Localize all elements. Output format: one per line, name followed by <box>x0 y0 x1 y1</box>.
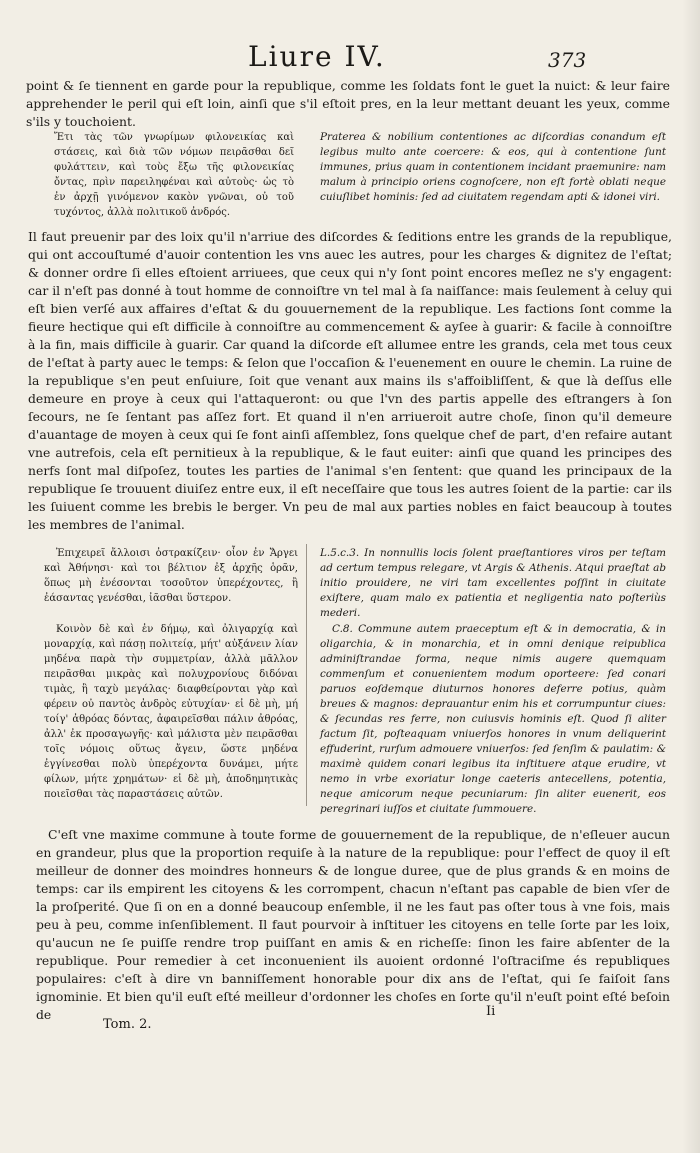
intro-paragraph: point & ſe tiennent en garde pour la republique, comme les ſoldats font le guet la nuict: & leur faire apprehender le peril qui eſt loin, ainſi que s'il eſtoit pres, en la leur mettant deuant les yeux, comme s'ils y touchoient. <box>26 78 670 129</box>
running-head <box>0 38 700 78</box>
page-edge-shadow <box>682 0 700 1153</box>
greek-quotation-2a: Ἐπιχειρεῖ ἄλλοισι ὀστρακίζειν· οἷον ἐν Ἄργει καὶ Ἀθήνησι· καὶ τοι βέλτιον ἐξ ἀρχῆς ὁρᾶν, ὅπως μὴ ἐνέσονται τοσοῦτον ὑπερέχοντες, ἢ ἐάσαντας γενέσθαι, ἰᾶσθαι ὕστερον. <box>44 548 298 604</box>
book-title: Liure IV. <box>248 40 386 73</box>
greek-quotation-1: Ἔτι τὰς τῶν γνωρίμων φιλονεικίας καὶ στάσεις, καὶ διὰ τῶν νόμων πειρᾶσθαι δεῖ φυλάττειν, καὶ τοὺς ἔξω τῆς φιλονεικίας ὄντας, πρὶν παρειληφέναι καὶ αὐτοὺς· ὡς τὸ ἐν ἀρχῇ γινόμενον κακὸν γνῶναι, οὐ τοῦ τυχόντος, ἀλλὰ πολιτικοῦ ἀνδρός. <box>54 132 294 218</box>
greek-quotation-2b: Κοινὸν δὲ καὶ ἐν δήμῳ, καὶ ὀλιγαρχίᾳ καὶ μοναρχίᾳ, καὶ πάσῃ πολιτείᾳ, μήτ' αὐξάνειν λίαν μηδένα παρὰ τὴν συμμετρίαν, ἀλλὰ μᾶλλον πειρᾶσθαι μικρὰς καὶ πολυχρονίους διδόναι τιμὰς, ἢ ταχὺ μεγάλας· διαφθείρονται γὰρ καὶ φέρειν οὐ παντὸς ἀνδρὸς εὐτυχίαν· εἰ δὲ μὴ, μή τοίγ' ἀθρόας δόντας, ἀφαιρεῖσθαι πάλιν ἀθρόας, ἀλλ' ἐκ προσαγωγῆς· καὶ μάλιστα μὲν πειρᾶσθαι τοῖς νόμοις οὕτως ἄγειν, ὥστε μηδένα ἐγγίνεσθαι πολὺ ὑπερέχοντα δυνάμει, μήτε φίλων, μήτε χρημάτων· εἰ δὲ μὴ, ἀποδημητικὰς ποιεῖσθαι τὰς παραστάσεις αὐτῶν. <box>44 624 298 800</box>
page-number: 373 <box>548 48 587 72</box>
tome-label: Tom. 2. <box>103 1017 152 1032</box>
signature-mark: Ii <box>486 1004 496 1019</box>
latin-quotation-2a: L.5.c.3. In nonnullis locis ſolent praeſtantiores viros per teſtam ad certum tempus relegare, vt Argis & Athenis. Atqui praeſtat ab initio prouidere, ne viri tam excellentes poſſint in ciuitate exiſtere, quam malo ex patientia et negligentia nato poſteriùs mederi. <box>320 547 666 619</box>
closing-paragraph: C'eſt vne maxime commune à toute forme de gouuernement de la republique, de n'eſleuer aucun en grandeur, plus que la proportion requiſe à la nature de la republique: pour l'effect de quoy il eſt meilleur de donner des moindres honneurs & de longue duree, que de plus grands & en moins de temps: car ils empirent les citoyens & les corrompent, chacun n'eſtant pas capable de bien vſer de la proſperité. Que ſi on en a donné beaucoup enſemble, il ne les faut pas oſter tous à vne fois, mais peu à peu, comme inſenſiblement. Il faut pourvoir à inſtituer les citoyens en telle ſorte par les loix, qu'aucun ne ſe puiſſe rendre trop puiſſant en amis & en richeſſe: ſinon les faire abſenter de la republique. Pour remedier à cet inconuenient ils auoient ordonné l'oſtraciſme és republiques populaires: c'eſt à dire vn banniſſement honorable pour dix ans de l'eſtat, qui ſe faiſoit ſans ignominie. Et bien qu'il euſt eſté meilleur d'ordonner les choſes en ſorte qu'il n'euſt point eſté beſoin de <box>36 827 670 1022</box>
latin-quotation-2b: C.8. Commune autem praeceptum eſt & in democratia, & in oligarchia, & in monarchia, et in omni denique reipublica adminiſtrandae forma, neque nimis augere quemquam commenſum et conuenientem modum oporteere: ſed conari paruos eoſdemque diuturnos honores deferre potius, quàm breues & magnos: deprauantur enim his et corrumpuntur ciues: & ſecundas res ferre, non cuiusvis hominis eſt. Quod ſi aliter factum ſit, poſteaquam vniuerſos honores in vnum deliquerint effuderint, rurſum admouere vniuerſos: ſed ſenſim & paulatim: & maximè quidem conari legibus ita inſtituere atque erudire, vt nemo in vrbe exoriatur longe caeteris antecellens, potentia, neque amicorum neque pecuniarum: ſin aliter euenerit, eos peregrinari iuſſos et ciuitate ſummouere. <box>320 623 666 815</box>
column-divider <box>306 544 307 806</box>
main-paragraph: Il faut preuenir par des loix qu'il n'arriue des diſcordes & ſeditions entre les grands de la republique, qui ont accouſtumé d'auoir contention les vns auec les autres, pour les charges & dignitez de l'eſtat; & donner ordre ſi elles eſtoient arriuees, que ceux qui n'y ſont point encores meſlez ne s'y engagent: car il n'eſt pas donné à tout homme de connoiſtre vn tel mal à ſa naiſſance: mais ſeulement à celuy qui eſt bien verſé aux affaires d'eſtat & du gouuernement de la republique. Les factions ſont comme la fieure hectique qui eſt difficile à connoiſtre au commencement & ayſee à guarir: & facile à connoiſtre à la fin, mais difficile à guarir. Car quand la diſcorde eſt allumee entre les grands, cela met tous ceux de l'eſtat à party auec le temps: & ſelon que l'occaſion & l'euenement en ouure le chemin. La ruine de la republique s'en peut enſuiure, ſoit que venant aux mains ils s'affoibliſſent, & que là deſſus elle demeure en proye à ceux qui l'attaqueront: ou que l'vn des partis appelle des eſtrangers à ſon ſecours, ne ſe ſentant pas aſſez fort. Et quand il n'en arriueroit autre choſe, ſinon qu'il demeure d'auantage de moyen à ceux qui ſe font ainſi aſſemblez, ſons quelque chef de part, d'en refaire autant vne autrefois, cela eſt pernitieux à la republique, & le faut euiter: ainſi que quand les principes des nerfs ſont mal diſpoſez, toutes les parties de l'animal s'en ſentent: que quand les principaux de la republique ſe trouuent diuiſez entre eux, il eſt neceſſaire que tous les autres ſoient de la partie: car ils les ſuiuent comme les brebis le berger. Vn peu de mal aux parties nobles en faict beaucoup à toutes les membres de l'animal. <box>28 229 672 532</box>
latin-quotation-1: Praterea & nobilium contentiones ac diſcordias conandum eſt legibus multo ante coercere: & eos, qui à contentione ſunt immunes, prius quam in contentionem incidant praemunire: nam malum à principio oriens cognoſcere, non eſt fortè oblati neque cuiuſlibet hominis: ſed ad ciuitatem regendam apti & idonei viri. <box>320 131 666 203</box>
